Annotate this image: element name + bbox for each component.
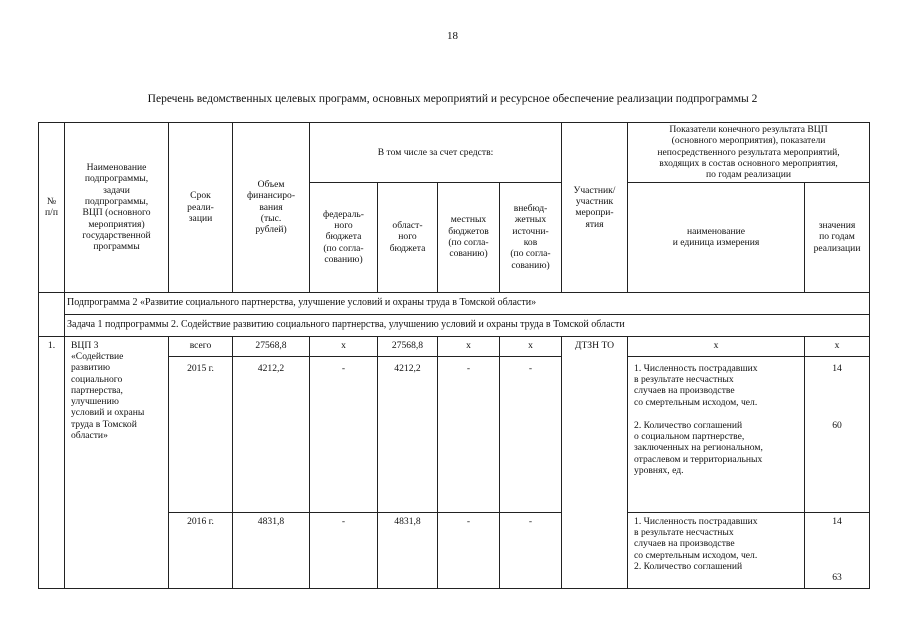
task-row: [39, 314, 870, 336]
task-num-cell: [39, 314, 65, 336]
header-term: Срок реали- зации: [169, 123, 233, 293]
y2016-federal: -: [310, 512, 378, 588]
y2016-indicator-2: 2. Количество соглашений: [634, 560, 743, 572]
y2015-indicator-1: 1. Численность пострадавших в результате несчастных случаев на производстве со смертельным исходом, чел.: [634, 362, 758, 408]
y2015-extra: -: [500, 356, 562, 512]
y2016-indicator-1-value: 14: [832, 515, 842, 527]
header-regional: област- ного бюджета: [378, 182, 438, 292]
header-indicators: Показатели конечного результата ВЦП (основного мероприятия), показатели непосредственного результата мероприятий, входящих в состав основного мероприятия, по годам реализации: [628, 123, 870, 183]
y2015-term: 2015 г.: [169, 356, 233, 512]
row-num: 1.: [39, 336, 65, 588]
subprogram-num-cell: [39, 292, 65, 314]
y2016-term: 2016 г.: [169, 512, 233, 588]
y2015-federal: -: [310, 356, 378, 512]
total-federal: x: [310, 336, 378, 356]
subprogram-row: [39, 292, 870, 314]
total-ind-value: x: [805, 336, 870, 356]
header-local: местных бюджетов (по согла- сованию): [438, 182, 500, 292]
header-row-1: [39, 123, 870, 183]
y2015-indicator-2: 2. Количество соглашений о социальном партнерстве, заключенных на региональном, отраслевом и территориальных уровнях, ед.: [634, 419, 763, 477]
row-name: ВЦП 3 «Содействие развитию социального партнерства, улучшению условий и охраны труда в Томской области»: [65, 336, 169, 588]
header-num: № п/п: [39, 123, 65, 293]
y2016-ind-values: [805, 512, 870, 588]
y2015-volume: 4212,2: [233, 356, 310, 512]
y2016-regional: 4831,8: [378, 512, 438, 588]
y2015-ind-values: [805, 356, 870, 512]
header-participant: Участник/ участник меропри- ятия: [562, 123, 628, 293]
y2016-local: -: [438, 512, 500, 588]
header-name: Наименование подпрограммы, задачи подпрограммы, ВЦП (основного мероприятия) государственной программы: [65, 123, 169, 293]
total-local: x: [438, 336, 500, 356]
y2015-ind-names: [628, 356, 805, 512]
total-term: всего: [169, 336, 233, 356]
y2016-volume: 4831,8: [233, 512, 310, 588]
y2016-extra: -: [500, 512, 562, 588]
header-extra: внебюд- жетных источни- ков (по согла- сованию): [500, 182, 562, 292]
page-number: 18: [447, 30, 458, 42]
total-extra: x: [500, 336, 562, 356]
y2016-indicator-1: 1. Численность пострадавших в результате несчастных случаев на производстве со смертельным исходом, чел.: [634, 515, 758, 561]
header-federal: федераль- ного бюджета (по согла- сованию): [310, 182, 378, 292]
subprogram-title: Подпрограмма 2 «Развитие социального партнерства, улучшение условий и охраны труда в Томской области»: [65, 292, 870, 314]
y2015-regional: 4212,2: [378, 356, 438, 512]
y2015-indicator-1-value: 14: [832, 362, 842, 374]
document-title: Перечень ведомственных целевых программ, основных мероприятий и ресурсное обеспечение реализации подпрограммы 2: [147, 93, 758, 105]
total-volume: 27568,8: [233, 336, 310, 356]
y2016-indicator-2-value: 63: [832, 571, 842, 583]
header-volume: Объем финансиро- вания (тыс. рублей): [233, 123, 310, 293]
total-ind-name: x: [628, 336, 805, 356]
y2015-indicator-2-value: 60: [832, 419, 842, 431]
y2015-local: -: [438, 356, 500, 512]
task-title: Задача 1 подпрограммы 2. Содействие развитию социального партнерства, улучшению условий и охраны труда в Томской области: [65, 314, 870, 336]
row-participant: ДТЗН ТО: [562, 336, 628, 588]
program-table: [38, 122, 870, 589]
table-row-total: [39, 336, 870, 356]
header-ind-values: значения по годам реализации: [805, 182, 870, 292]
header-including: В том числе за счет средств:: [310, 123, 562, 183]
total-regional: 27568,8: [378, 336, 438, 356]
header-ind-name: наименование и единица измерения: [628, 182, 805, 292]
y2016-ind-names: [628, 512, 805, 588]
